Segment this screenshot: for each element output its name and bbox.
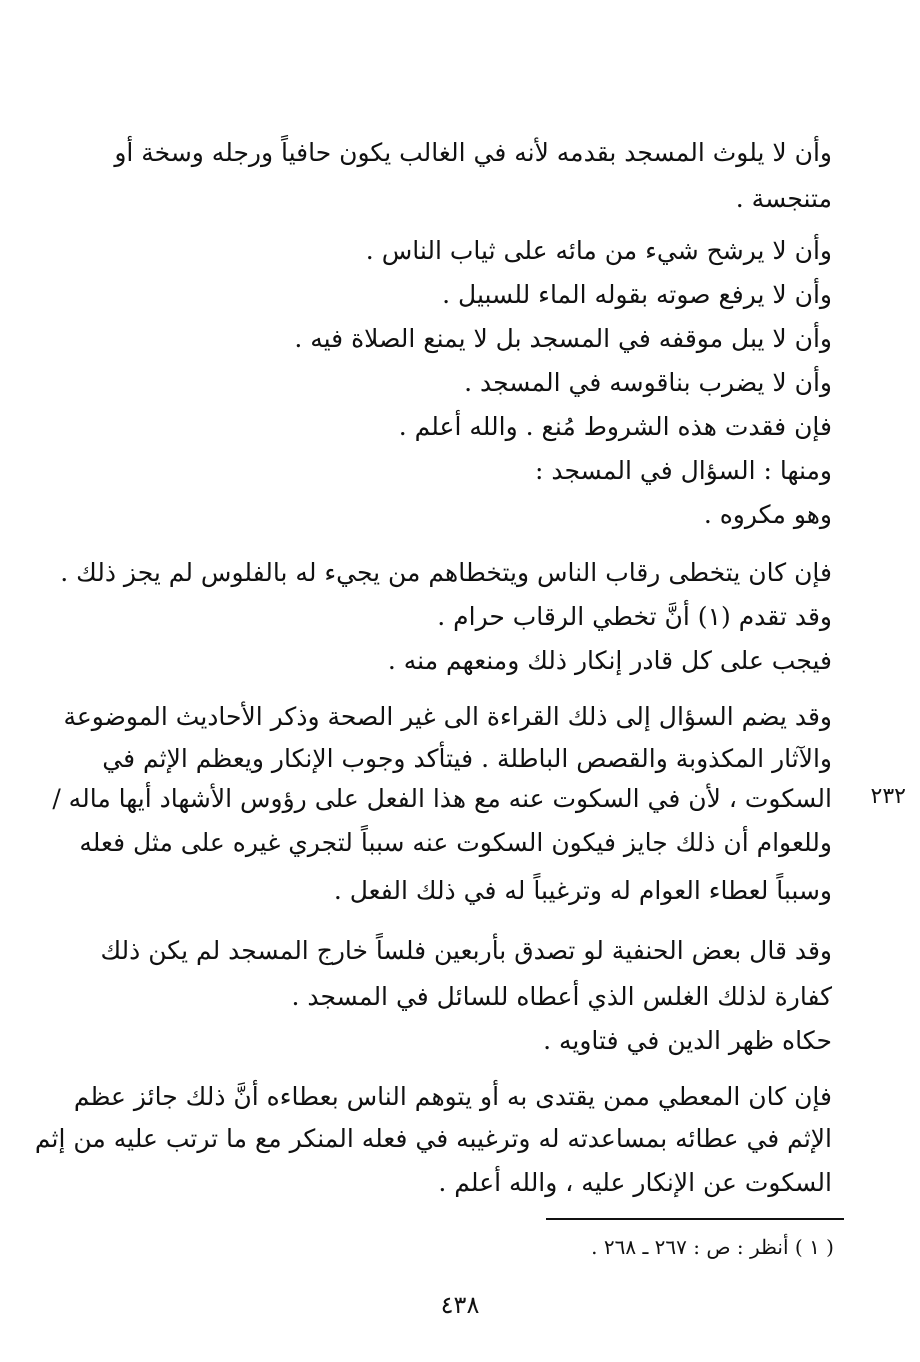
text-line: وسبباً لعطاء العوام له وترغيباً له في ذلك الفعل . <box>333 876 832 905</box>
text-line: وقد قال بعض الحنفية لو تصدق بأربعين فلساً خارج المسجد لم يكن ذلك <box>100 936 832 965</box>
text-line: السكوت ، لأن في السكوت عنه مع هذا الفعل على رؤوس الأشهاد أيها ماله / <box>52 784 832 813</box>
text-line: كفارة لذلك الغلس الذي أعطاه للسائل في المسجد . <box>291 982 832 1011</box>
text-line: وأن لا يبل موقفه في المسجد بل لا يمنع الصلاة فيه . <box>294 324 832 353</box>
text-line: وللعوام أن ذلك جايز فيكون السكوت عنه سبباً لتجري غيره على مثل فعله <box>79 828 832 857</box>
text-line: فإن كان يتخطى رقاب الناس ويتخطاهم من يجيء له بالفلوس لم يجز ذلك . <box>60 558 832 587</box>
text-line: وأن لا يضرب بناقوسه في المسجد . <box>464 368 832 397</box>
text-line: السكوت عن الإنكار عليه ، والله أعلم . <box>438 1168 832 1197</box>
text-line: الإثم في عطائه بمساعدته له وترغيبه في فعله المنكر مع ما ترتب عليه من إثم <box>34 1124 832 1153</box>
page-number: ٤٣٨ <box>440 1291 480 1319</box>
footnote-divider <box>546 1218 844 1220</box>
margin-folio-number: ٢٣٢ <box>870 784 906 809</box>
text-line: وأن لا يرشح شيء من مائه على ثياب الناس . <box>365 236 832 265</box>
text-line: حكاه ظهر الدين في فتاويه . <box>543 1026 832 1055</box>
text-line: وهو مكروه . <box>703 500 832 529</box>
text-line: وقد تقدم (١) أنَّ تخطي الرقاب حرام . <box>437 602 832 631</box>
text-line: وأن لا يلوث المسجد بقدمه لأنه في الغالب يكون حافياً ورجله وسخة أو <box>114 138 832 167</box>
text-line: متنجسة . <box>735 184 832 213</box>
text-line: فإن فقدت هذه الشروط مُنع . والله أعلم . <box>398 412 832 441</box>
text-line: والآثار المكذوبة والقصص الباطلة . فيتأكد وجوب الإنكار ويعظم الإثم في <box>102 744 832 773</box>
text-line: وأن لا يرفع صوته بقوله الماء للسبيل . <box>442 280 832 309</box>
text-line: فإن كان المعطي ممن يقتدى به أو يتوهم الناس بعطاءه أنَّ ذلك جائز عظم <box>73 1082 832 1111</box>
footnote: ( ١ ) أنظر : ص : ٢٦٧ ـ ٢٦٨ . <box>591 1235 834 1259</box>
text-line: فيجب على كل قادر إنكار ذلك ومنعهم منه . <box>387 646 832 675</box>
text-line: ومنها : السؤال في المسجد : <box>535 456 832 485</box>
text-line: وقد يضم السؤال إلى ذلك القراءة الى غير الصحة وذكر الأحاديث الموضوعة <box>63 702 832 731</box>
